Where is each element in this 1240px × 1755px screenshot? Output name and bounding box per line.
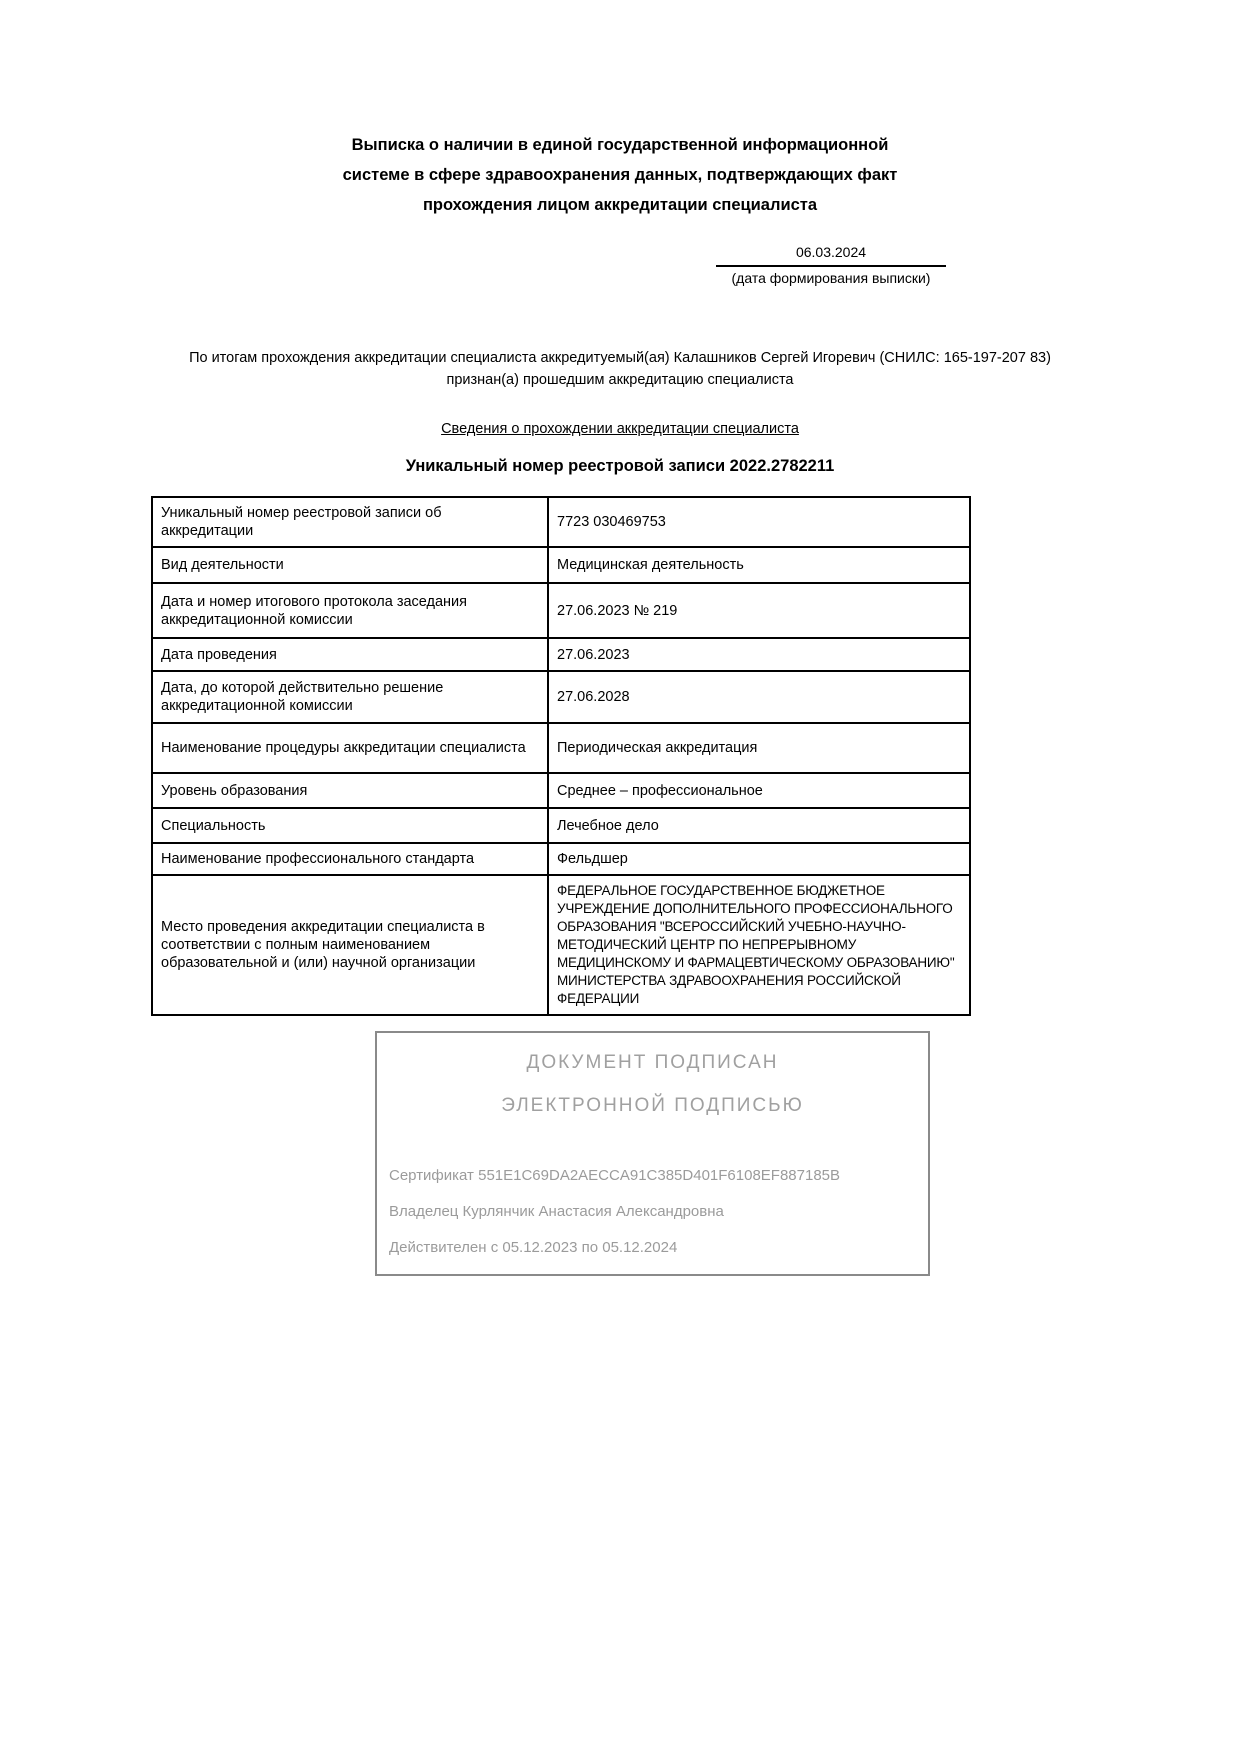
table-row bbox=[152, 843, 970, 875]
signature-status-line-1: ДОКУМЕНТ ПОДПИСАН bbox=[526, 1052, 779, 1073]
table-row bbox=[152, 583, 970, 638]
row-value: Лечебное дело bbox=[548, 808, 970, 843]
row-value: Среднее – профессиональное bbox=[548, 773, 970, 808]
row-label: Дата, до которой действительно решение аккредитационной комиссии bbox=[152, 671, 548, 723]
formation-date: 06.03.2024 bbox=[716, 243, 946, 267]
table-row bbox=[152, 773, 970, 808]
row-value: Периодическая аккредитация bbox=[548, 723, 970, 773]
row-value: ФЕДЕРАЛЬНОЕ ГОСУДАРСТВЕННОЕ БЮДЖЕТНОЕ УЧРЕЖДЕНИЕ ДОПОЛНИТЕЛЬНОГО ПРОФЕССИОНАЛЬНОГО ОБРАЗОВАНИЯ "ВСЕРОССИЙСКИЙ УЧЕБНО-НАУЧНО-МЕТОДИЧЕСКИЙ ЦЕНТР ПО НЕПРЕРЫВНОМУ МЕДИЦИНСКОМУ И ФАРМАЦЕВТИЧЕСКОМУ ОБРАЗОВАНИЮ" МИНИСТЕРСТВА ЗДРАВООХРАНЕНИЯ РОССИЙСКОЙ ФЕДЕРАЦИИ bbox=[548, 875, 970, 1015]
page-title-line-2: системе в сфере здравоохранения данных, подтверждающих факт bbox=[342, 166, 898, 184]
row-label: Место проведения аккредитации специалиста в соответствии с полным наименованием образовательной и (или) научной организации bbox=[152, 875, 548, 1015]
page-title bbox=[0, 130, 1240, 220]
table-row bbox=[152, 723, 970, 773]
signature-box bbox=[375, 1031, 930, 1276]
signature-certificate: Сертификат 551E1C69DA2AECCA91C385D401F6108EF887185B bbox=[389, 1167, 841, 1184]
row-label: Уникальный номер реестровой записи об аккредитации bbox=[152, 497, 548, 547]
signature-status-line-2: ЭЛЕКТРОННОЙ ПОДПИСЬЮ bbox=[501, 1095, 804, 1116]
row-label: Специальность bbox=[152, 808, 548, 843]
row-label: Наименование процедуры аккредитации специалиста bbox=[152, 723, 548, 773]
intro-line-2: признан(а) прошедшим аккредитацию специалиста bbox=[446, 372, 794, 388]
row-label: Вид деятельности bbox=[152, 547, 548, 583]
accreditation-table bbox=[151, 496, 971, 1016]
registry-number-heading: Уникальный номер реестровой записи 2022.2782211 bbox=[405, 457, 835, 475]
formation-date-caption: (дата формирования выписки) bbox=[731, 270, 931, 286]
signature-validity: Действителен с 05.12.2023 по 05.12.2024 bbox=[389, 1239, 678, 1256]
row-value: 27.06.2023 № 219 bbox=[548, 583, 970, 638]
table-row bbox=[152, 638, 970, 671]
row-label: Дата и номер итогового протокола заседания аккредитационной комиссии bbox=[152, 583, 548, 638]
row-value: 27.06.2028 bbox=[548, 671, 970, 723]
page-title-line-3: прохождения лицом аккредитации специалиста bbox=[422, 196, 818, 214]
page-title-line-1: Выписка о наличии в единой государственной информационной bbox=[351, 136, 889, 154]
row-label: Наименование профессионального стандарта bbox=[152, 843, 548, 875]
intro-line-1: По итогам прохождения аккредитации специалиста аккредитуемый(ая) Калашников Сергей Игоревич (СНИЛС: 165-197-207 83) bbox=[189, 350, 1051, 366]
row-label: Уровень образования bbox=[152, 773, 548, 808]
table-row bbox=[152, 497, 970, 547]
table-row bbox=[152, 808, 970, 843]
table-row bbox=[152, 671, 970, 723]
signature-owner: Владелец Курлянчик Анастасия Александровна bbox=[389, 1203, 724, 1220]
row-value: Фельдшер bbox=[548, 843, 970, 875]
formation-date-block bbox=[716, 243, 946, 287]
intro-paragraph bbox=[150, 347, 1090, 391]
table-row bbox=[152, 875, 970, 1015]
row-value: 27.06.2023 bbox=[548, 638, 970, 671]
row-value: Медицинская деятельность bbox=[548, 547, 970, 583]
row-value: 7723 030469753 bbox=[548, 497, 970, 547]
table-row bbox=[152, 547, 970, 583]
row-label: Дата проведения bbox=[152, 638, 548, 671]
section-heading: Сведения о прохождении аккредитации специалиста bbox=[441, 421, 799, 437]
